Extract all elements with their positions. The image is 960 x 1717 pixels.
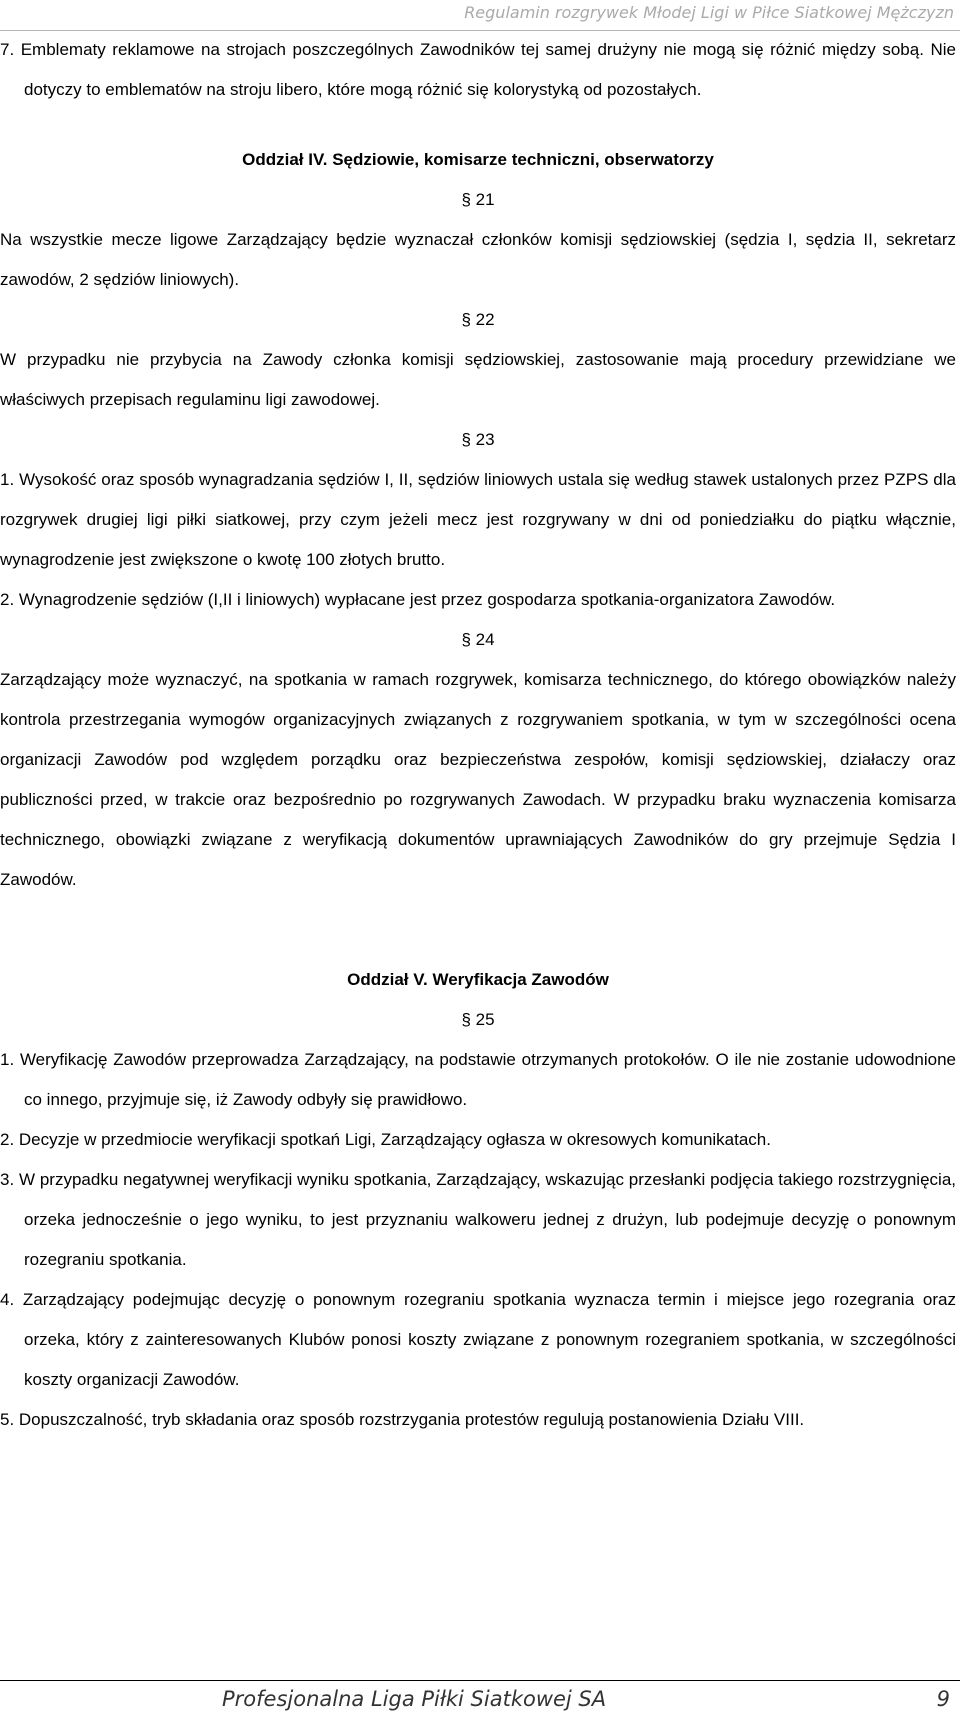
section-24-label: § 24 [461, 630, 495, 649]
running-header: Regulamin rozgrywek Młodej Ligi w Piłce Siatkowej Mężczyzn [464, 3, 954, 22]
section-25-item-2: 2. Decyzje w przedmiocie weryfikacji spotkań Ligi, Zarządzający ogłasza w okresowych komunikatach. [0, 1130, 771, 1149]
division-4-heading: Oddział IV. Sędziowie, komisarze techniczni, obserwatorzy [242, 150, 714, 169]
section-22-label: § 22 [461, 310, 495, 329]
page-footer [0, 1684, 960, 1716]
section-23-label: § 23 [461, 430, 495, 449]
page-number: 9 [936, 1687, 950, 1711]
footer-divider [0, 1680, 960, 1681]
section-25-label: § 25 [461, 1010, 495, 1029]
section-25-item-1: 1. Weryfikację Zawodów przeprowadza Zarządzający, na podstawie otrzymanych protokołów. O ile nie zostanie udowodnione co innego, przyjmuje się, iż Zawody odbyły się prawidłowo. [0, 1050, 956, 1109]
section-22-text: W przypadku nie przybycia na Zawody członka komisji sędziowskiej, zastosowanie mają procedury przewidziane we właściwych przepisach regulaminu ligi zawodowej. [0, 350, 956, 409]
section-25-item-3: 3. W przypadku negatywnej weryfikacji wyniku spotkania, Zarządzający, wskazując przesłanki podjęcia takiego rozstrzygnięcia, orzeka jednocześnie o jego wyniku, to jest przyznaniu walkoweru jednej z drużyn, lub podejmuje decyzję o ponownym rozegraniu spotkania. [0, 1170, 956, 1269]
paragraph-item-7: 7. Emblematy reklamowe na strojach poszczególnych Zawodników tej samej drużyny nie mogą się różnić między sobą. Nie dotyczy to emblematów na stroju libero, które mogą różnić się kolorystyką od pozostałych. [0, 40, 956, 99]
section-24-text: Zarządzający może wyznaczyć, na spotkania w ramach rozgrywek, komisarza technicznego, do którego obowiązków należy kontrola przestrzegania wymogów organizacyjnych związanych z rozgrywaniem spotkania, w tym w szczególności ocena organizacji Zawodów pod względem porządku oraz bezpieczeństwa zespołów, komisji sędziowskiej, działaczy oraz publiczności przed, w trakcie oraz bezpośrednio po rozgrywanych Zawodach. W przypadku braku wyznaczenia komisarza technicznego, obowiązki związane z weryfikacją dokumentów uprawniających Zawodników do gry przejmuje Sędzia I Zawodów. [0, 670, 956, 889]
division-5-heading: Oddział V. Weryfikacja Zawodów [347, 970, 609, 989]
section-23-item-2: 2. Wynagrodzenie sędziów (I,II i liniowych) wypłacane jest przez gospodarza spotkania-organizatora Zawodów. [0, 590, 836, 609]
document-body [0, 30, 960, 1440]
section-25-item-4: 4. Zarządzający podejmując decyzję o ponownym rozegraniu spotkania wyznacza termin i miejsce jego rozegrania oraz orzeka, który z zainteresowanych Klubów ponosi koszty związane z ponownym rozegraniem spotkania, w szczególności koszty organizacji Zawodów. [0, 1290, 956, 1389]
section-23-item-1: 1. Wysokość oraz sposób wynagradzania sędziów I, II, sędziów liniowych ustala się według stawek ustalonych przez PZPS dla rozgrywek drugiej ligi piłki siatkowej, przy czym jeżeli mecz jest rozgrywany w dni od poniedziałku do piątku włącznie, wynagrodzenie jest zwiększone o kwotę 100 złotych brutto. [0, 470, 956, 569]
footer-organization: Profesjonalna Liga Piłki Siatkowej SA [222, 1687, 607, 1711]
section-21-label: § 21 [461, 190, 495, 209]
section-21-text: Na wszystkie mecze ligowe Zarządzający będzie wyznaczał członków komisji sędziowskiej (sędzia I, sędzia II, sekretarz zawodów, 2 sędziów liniowych). [0, 230, 956, 289]
section-25-item-5: 5. Dopuszczalność, tryb składania oraz sposób rozstrzygania protestów regulują postanowienia Działu VIII. [0, 1410, 805, 1429]
